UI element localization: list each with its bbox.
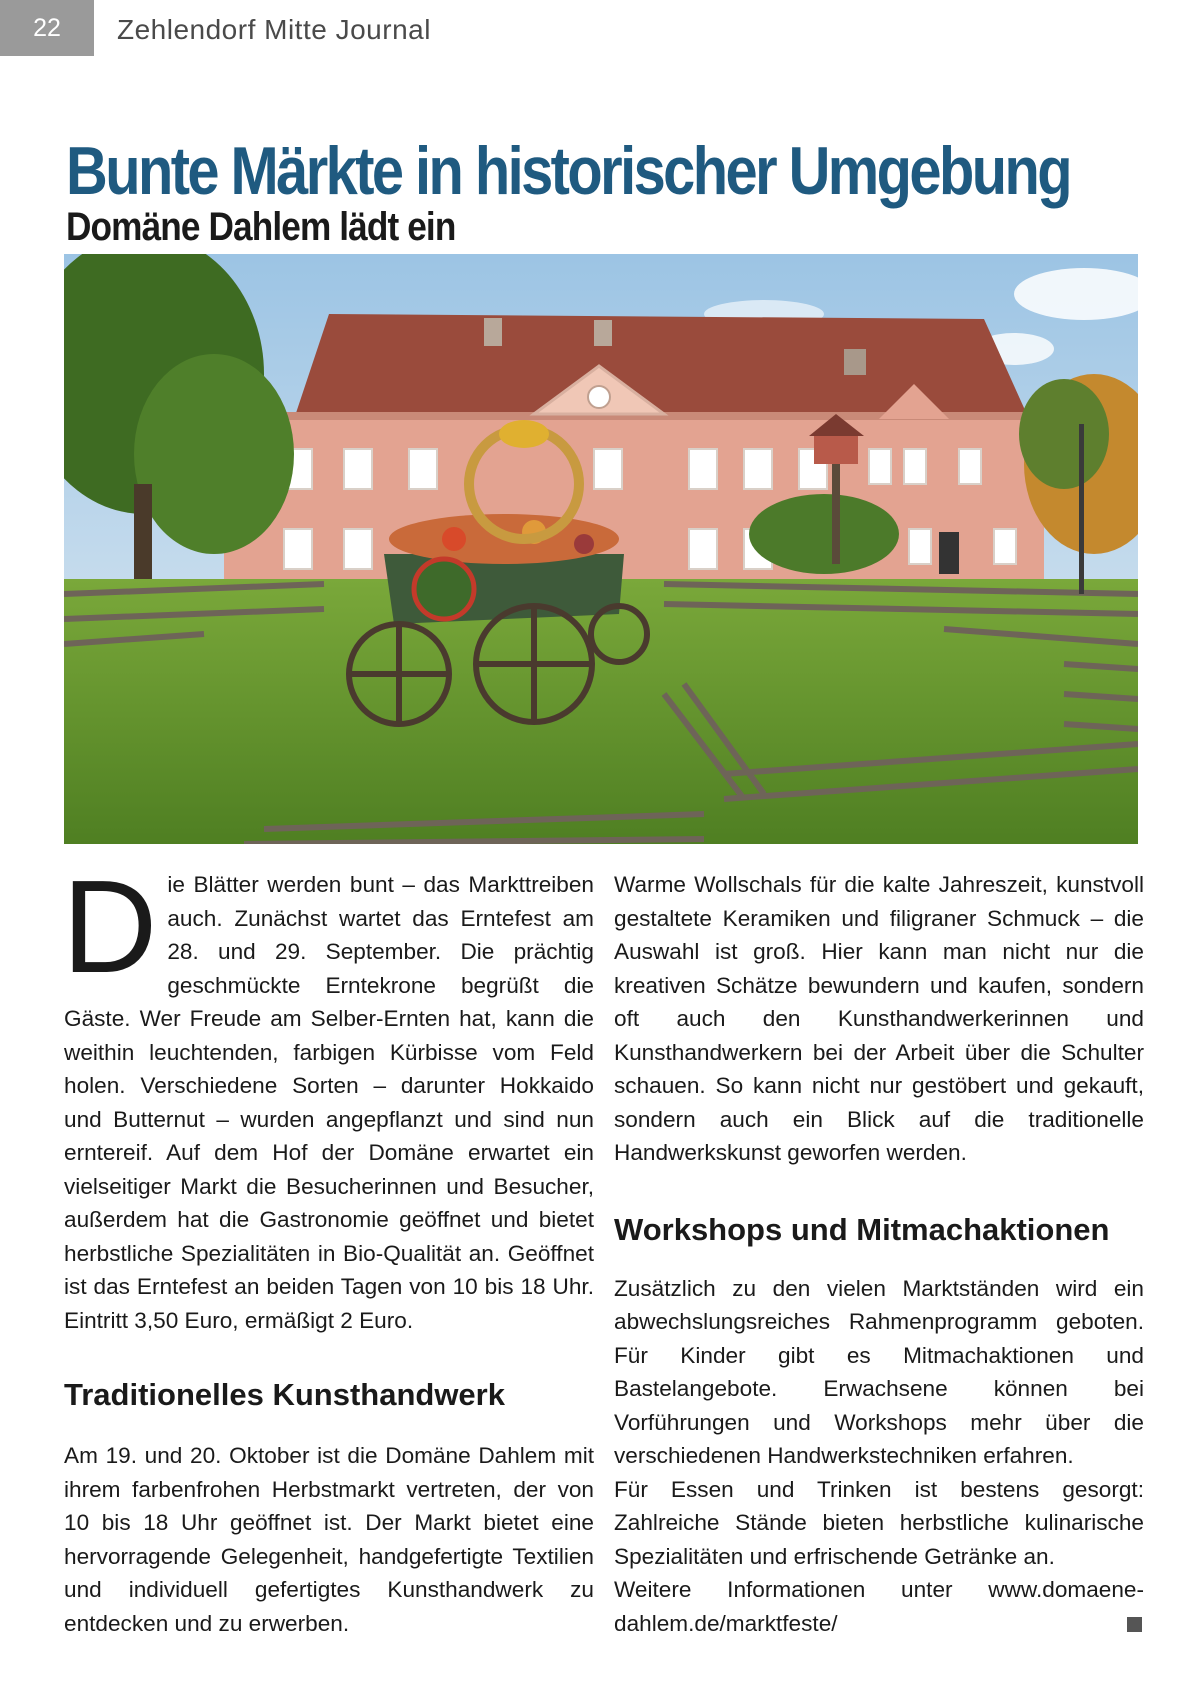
journal-name: Zehlendorf Mitte Journal xyxy=(117,14,431,45)
page-number: 22 xyxy=(0,0,94,56)
intro-paragraph xyxy=(62,853,594,1337)
workshops-paragraph-2: Für Essen und Trinken ist bestens gesorgt: Zahlreiche Stände bieten herbstliche kulinarische Spezialitäten und erfrischende Getränke an. xyxy=(614,1476,1144,1569)
workshops-paragraph-3 xyxy=(614,1573,1144,1640)
right-column xyxy=(614,868,1144,1640)
manor-house-photo xyxy=(64,254,1138,844)
section-heading-workshops: Workshops und Mitmachaktionen xyxy=(614,1211,1110,1247)
drop-cap: D xyxy=(62,853,158,1000)
left-column xyxy=(62,853,594,1640)
continuation-paragraph: Warme Wollschals für die kalte Jahreszeit, kunstvoll gestaltete Keramiken und filigraner Schmuck – die Auswahl ist groß. Hier kann man nicht nur die kreativen Schätze bewundern und kaufen, sondern oft auch den Kunsthandwerkerinnen und Kunsthandwerkern bei der Arbeit über die Schulter schauen. So kann nicht nur gestöbert und gekauft, sondern auch ein Blick auf die traditionelle Handwerkskunst geworfen werden. xyxy=(614,872,1144,1165)
end-of-article-icon xyxy=(1127,1617,1142,1632)
manor-house-with-harvest-wagon-photo xyxy=(64,254,1138,844)
workshops-paragraph-1: Zusätzlich zu den vielen Marktständen wird ein abwechslungsreiches Rahmenprogramm geboten. Für Kinder gibt es Mitmachaktionen und Bastelangebote. Erwachsene können bei Vorführungen und Workshops mehr über die verschiedenen Handwerkstechniken erfahren. xyxy=(614,1275,1144,1468)
article-subheadline: Domäne Dahlem lädt ein xyxy=(66,205,456,250)
section-heading-kunsthandwerk: Traditionelles Kunsthandwerk xyxy=(64,1377,505,1412)
intro-text: ie Blätter werden bunt – das Markttreiben auch. Zunächst wartet das Erntefest am 28. und 29. September. Die prächtig geschmückte Erntekrone begrüßt die Gäste. Wer Freude am Selber-Ernten hat, kann die weithin leuchtenden, farbigen Kürbisse vom Feld holen. Verschiedene Sorten – darunter Hokkaido und Butternut – wurden angepflanzt und sind nun erntereif. Auf dem Hof der Domäne erwartet ein vielseitiger Markt die Besucherinnen und Besucher, außerdem hat die Gastronomie geöffnet und bietet herbstliche Spezialitäten in Bio-Qualität an. Geöffnet ist das Erntefest an beiden Tagen von 10 bis 18 Uhr. Eintritt 3,50 Euro, ermäßigt 2 Euro. xyxy=(64,872,594,1333)
more-info-link[interactable]: Weitere Informationen unter www.domaene-dahlem.de/marktfeste/ xyxy=(614,1577,1144,1636)
kunsthandwerk-paragraph: Am 19. und 20. Oktober ist die Domäne Dahlem mit ihrem farbenfrohen Herbstmarkt vertreten, der von 10 bis 18 Uhr geöffnet ist. Der Markt bietet eine hervorragende Gelegenheit, handgefertigte Textilien und individuell gefertigtes Kunsthandwerk zu entdecken und zu erwerben. xyxy=(64,1443,594,1636)
article-headline: Bunte Märkte in historischer Umgebung xyxy=(66,132,1070,209)
